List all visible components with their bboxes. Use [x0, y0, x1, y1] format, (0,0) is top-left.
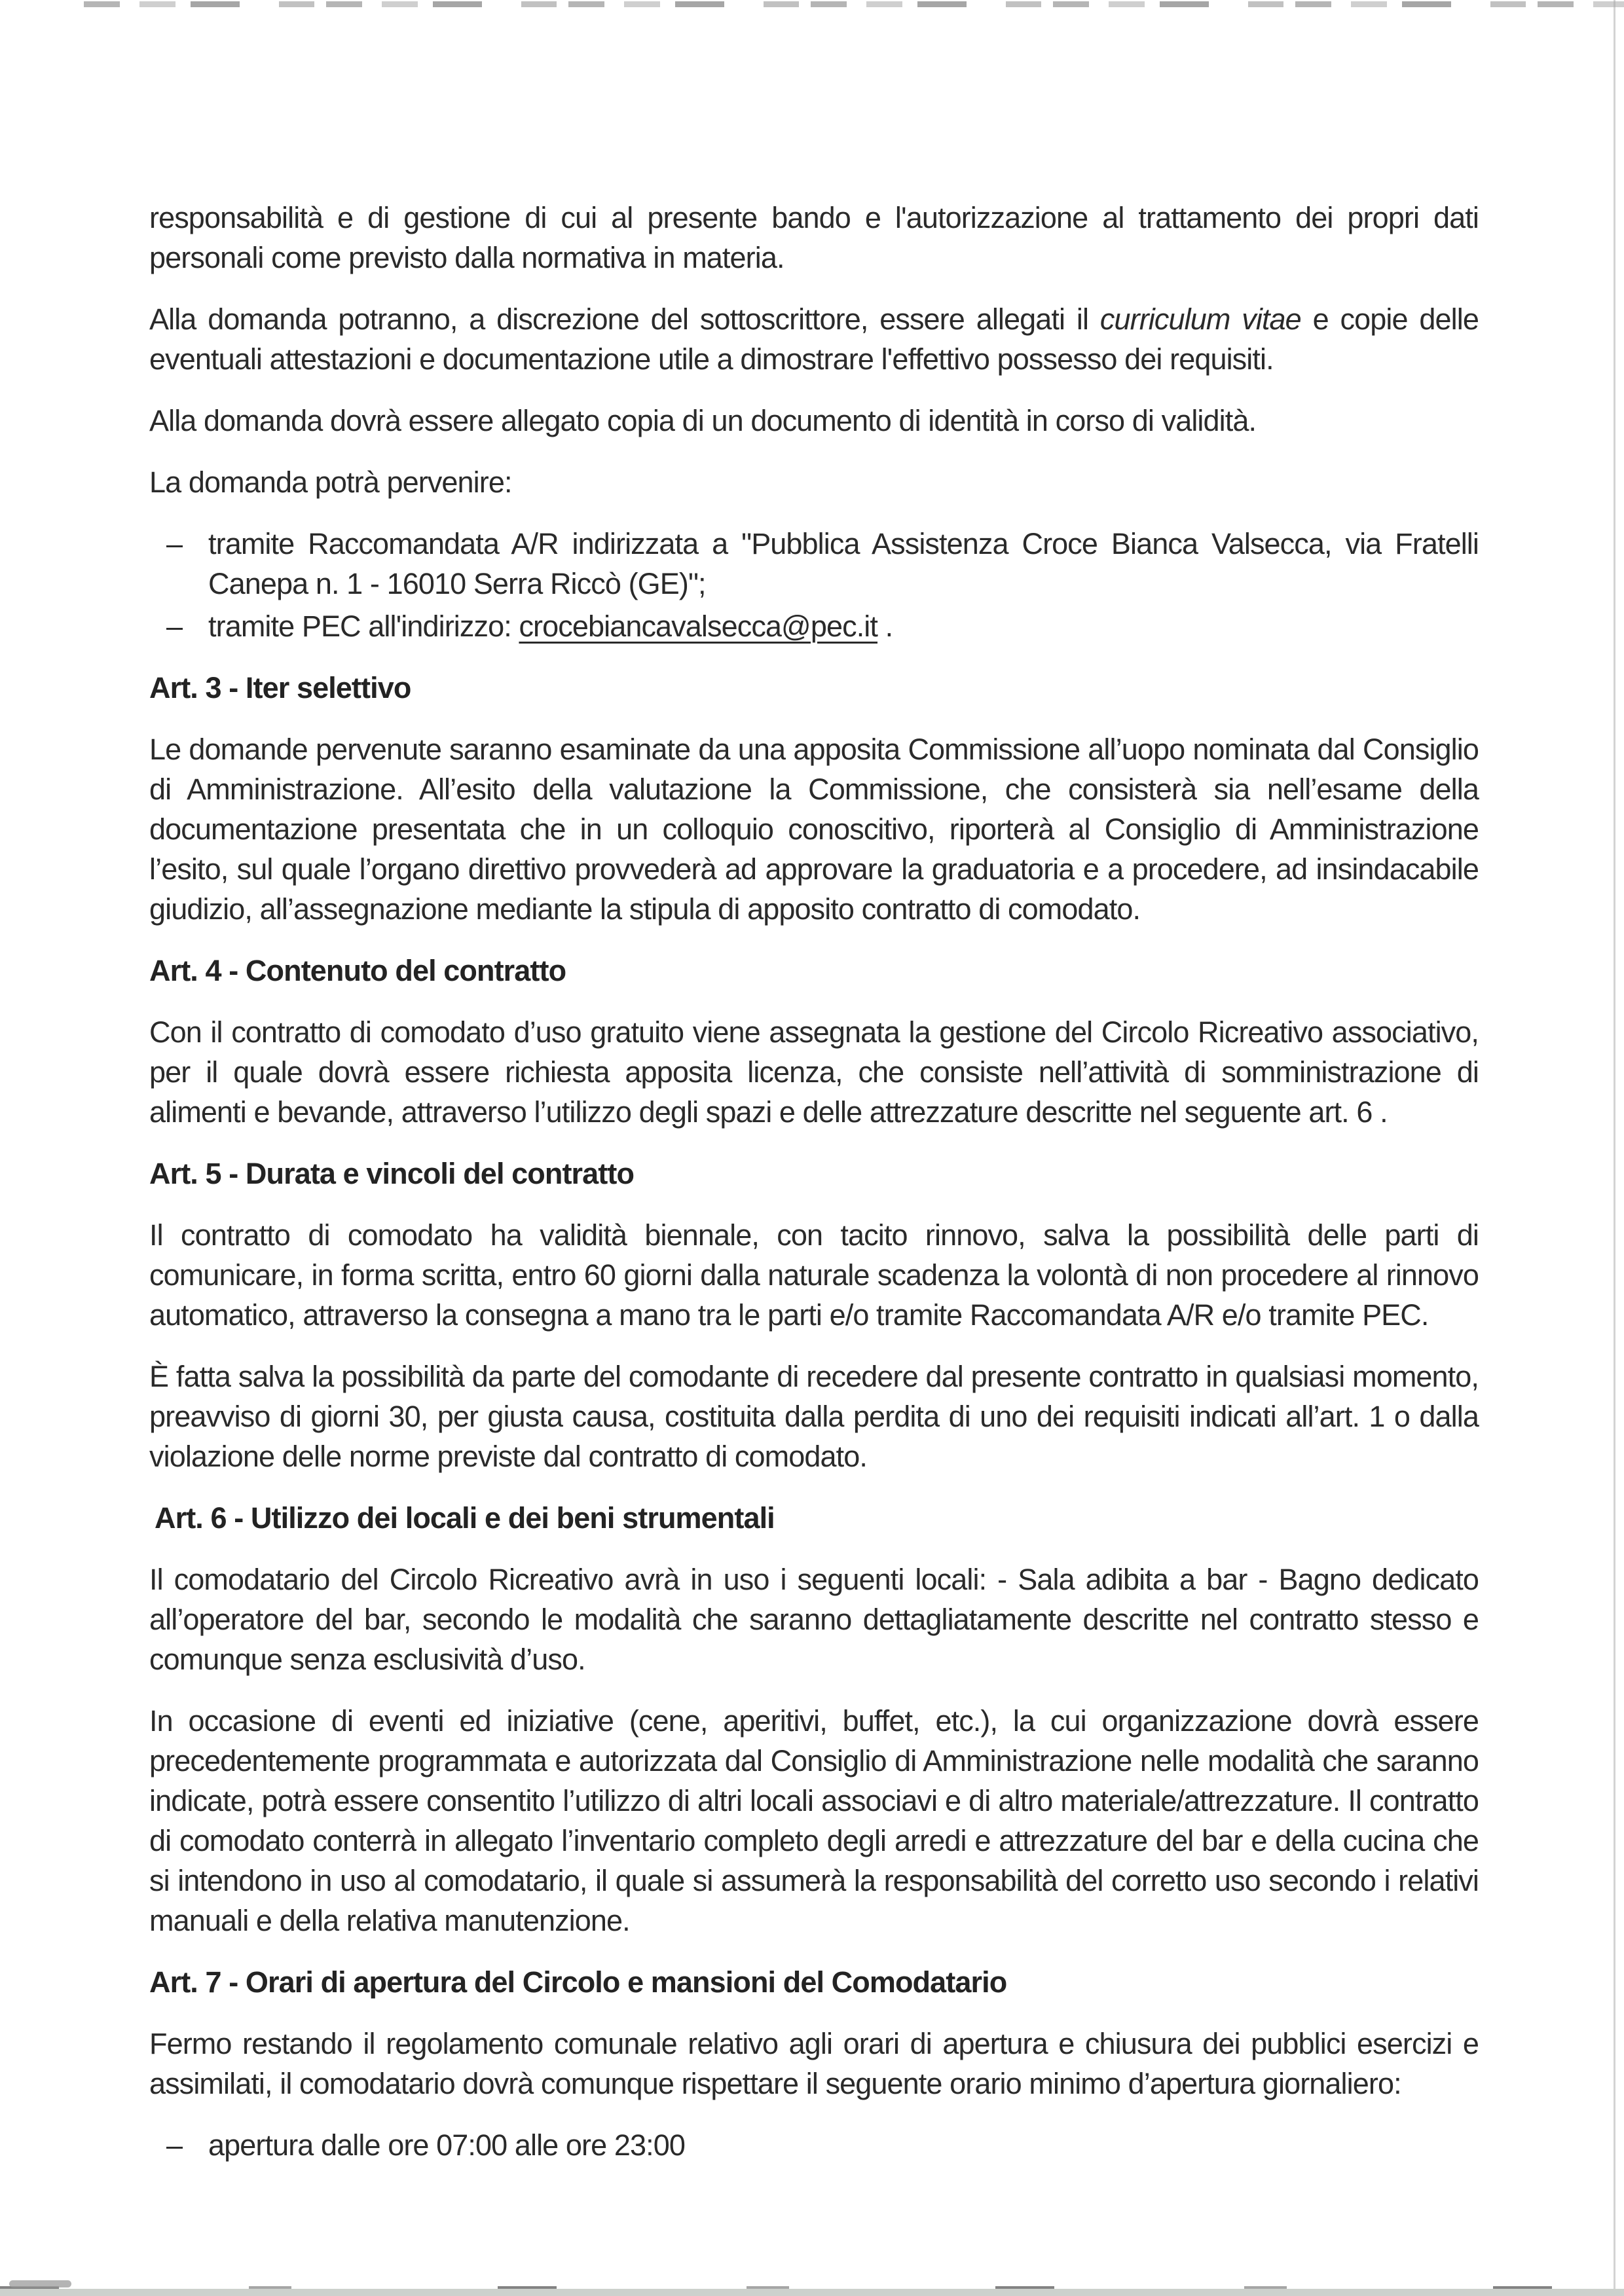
list-item-text: apertura dalle ore 07:00 alle ore 23:00: [208, 2128, 685, 2162]
heading-art-3: Art. 3 - Iter selettivo: [149, 671, 411, 704]
italic-curriculum-vitae: curriculum vitae: [1099, 302, 1301, 336]
scan-artifact-bottom-line: [0, 2286, 1624, 2289]
pec-email-link[interactable]: crocebiancavalsecca@pec.it: [519, 610, 877, 643]
list-item-raccomandata: [149, 524, 1479, 604]
delivery-methods-list: [149, 524, 1479, 646]
heading-art-5: Art. 5 - Durata e vincoli del contratto: [149, 1157, 635, 1190]
dash-bullet: –: [166, 610, 183, 643]
paragraph-art-7-body: Fermo restando il regolamento comunale relativo agli orari di apertura e chiusura dei pubblici esercizi e assimilati, il comodatario dovrà comunque rispettare il seguente orario minimo d’apertura giornaliero:: [149, 2027, 1479, 2100]
paragraph-data-privacy: responsabilità e di gestione di cui al presente bando e l'autorizzazione al trattamento dei propri dati personali come previsto dalla normativa in materia.: [149, 201, 1479, 274]
heading-art-6: Art. 6 - Utilizzo dei locali e dei beni strumentali: [155, 1501, 775, 1535]
text-run: .: [877, 610, 893, 643]
paragraph-curriculum-attachments: [149, 299, 1479, 379]
list-item-text: [208, 610, 893, 643]
list-item-pec: [149, 606, 1479, 646]
opening-hours-list: [149, 2125, 1479, 2165]
paragraph-art-4-body: Con il contratto di comodato d’uso gratuito viene assegnata la gestione del Circolo Ricreativo associativo, per il quale dovrà essere richiesta apposita licenza, che consiste nell’attività di somministrazione di alimenti e bevande, attraverso l’utilizzo degli spazi e delle attrezzature descritte nel seguente art. 6 .: [149, 1015, 1479, 1129]
heading-art-4: Art. 4 - Contenuto del contratto: [149, 954, 566, 987]
paragraph-art-6-body-2: In occasione di eventi ed iniziative (cene, aperitivi, buffet, etc.), la cui organizzazione dovrà essere precedentemente programmata e autorizzata dal Consiglio di Amministrazione nelle modalità che saranno indicate, potrà essere consentito l’utilizzo di altri locali associavi e di altro materiale/attrezzature. Il contratto di comodato conterrà in allegato l’inventario completo degli arredi e attrezzature del bar e della cucina che si intendono in uso al comodatario, il quale si assumerà la responsabilità del corretto uso secondo i relativi manuali e della relativa manutenzione.: [149, 1704, 1479, 1937]
paragraph-art-5-body-1: Il contratto di comodato ha validità biennale, con tacito rinnovo, salva la possibilità delle parti di comunicare, in forma scritta, entro 60 giorni dalla naturale scadenza la volontà di non procedere al rinnovo automatico, attraverso la consegna a mano tra le parti e/o tramite Raccomandata A/R e/o tramite PEC.: [149, 1218, 1479, 1332]
paragraph-identity-document: Alla domanda dovrà essere allegato copia di un documento di identità in corso di validità.: [149, 404, 1257, 437]
paragraph-delivery-intro: La domanda potrà pervenire:: [149, 465, 512, 499]
scan-artifact-bottom-smudge: [9, 2280, 71, 2287]
dash-bullet: –: [166, 527, 183, 560]
text-run: Alla domanda potranno, a discrezione del sottoscrittore, essere allegati il: [149, 302, 1100, 336]
text-run: tramite PEC all'indirizzo:: [208, 610, 519, 643]
paragraph-art-3-body: Le domande pervenute saranno esaminate da una apposita Commissione all’uopo nominata dal Consiglio di Amministrazione. All’esito della valutazione la Commissione, che consisterà sia nell’esame della documentazione presentata che in un colloquio conoscitivo, riporterà al Consiglio di Amministrazione l’esito, sul quale l’organo direttivo provvederà ad approvare la graduatoria e a procedere, ad insindacabile giudizio, all’assegnazione mediante la stipula di apposito contratto di comodato.: [149, 733, 1479, 926]
scan-artifact-right-edge: [1614, 0, 1615, 2296]
heading-art-7: Art. 7 - Orari di apertura del Circolo e mansioni del Comodatario: [149, 1965, 1007, 1999]
text-run: e copie delle eventuali attestazioni e documentazione utile a dimostrare l'effettivo possesso dei requisiti.: [149, 302, 1479, 376]
paragraph-art-5-body-2: È fatta salva la possibilità da parte del comodante di recedere dal presente contratto in qualsiasi momento, preavviso di giorni 30, per giusta causa, costituita dalla perdita di uno dei requisiti indicati all’art. 1 o dalla violazione delle norme previste dal contratto di comodato.: [149, 1360, 1479, 1473]
scan-artifact-bottom-edge: [0, 2289, 1624, 2296]
dash-bullet: –: [166, 2128, 183, 2162]
paragraph-art-6-body-1: Il comodatario del Circolo Ricreativo avrà in uso i seguenti locali: - Sala adibita a bar - Bagno dedicato all’operatore del bar, secondo le modalità che saranno dettagliatamente descritte nel contratto stesso e comunque senza esclusività d’uso.: [149, 1563, 1479, 1676]
list-item-text: tramite Raccomandata A/R indirizzata a "Pubblica Assistenza Croce Bianca Valsecca, via Fratelli Canepa n. 1 - 16010 Serra Riccò (GE)";: [208, 527, 1479, 600]
document-body: [149, 198, 1479, 2187]
scan-artifact-top-edge: [84, 1, 1624, 7]
list-item-opening-hours: [149, 2125, 1479, 2165]
